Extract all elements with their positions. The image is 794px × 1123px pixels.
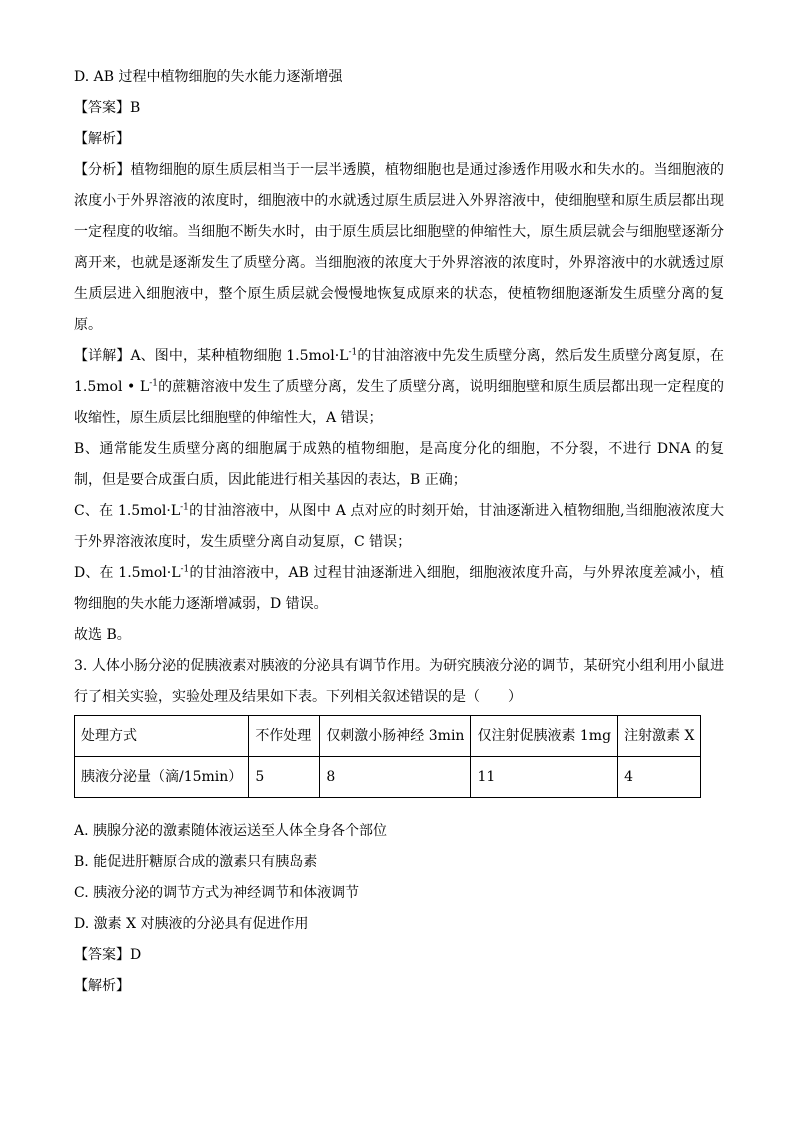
superscript: -1 bbox=[348, 347, 358, 358]
xiangjie-a-part3: 的蔗糖溶液中发生了质壁分离，发生了质壁分离，说明细胞壁和原生质层都出现一定程度的收缩性，原生质层比细胞壁的伸缩性大，A 错误； bbox=[74, 379, 724, 426]
table-cell: 5 bbox=[249, 757, 320, 798]
q3-option-d: D. 激素 X 对胰液的分泌具有促进作用 bbox=[74, 916, 309, 932]
document-page bbox=[74, 62, 724, 1002]
xiangjie-d-part1: D、在 1.5mol·L bbox=[74, 565, 181, 581]
q3-answer bbox=[74, 940, 724, 971]
q3-option-a: A. 胰腺分泌的激素随体液运送至人体全身各个部位 bbox=[74, 823, 388, 839]
fenxi-label: 【分析】 bbox=[74, 162, 131, 178]
xiangjie-label: 【详解】 bbox=[74, 348, 131, 364]
q3-analysis-label: 【解析】 bbox=[74, 978, 130, 994]
table-header-row bbox=[75, 716, 701, 757]
option-d-previous: D. AB 过程中植物细胞的失水能力逐渐增强 bbox=[74, 69, 343, 85]
table-cell: 不作处理 bbox=[249, 716, 320, 757]
q2-fenxi-paragraph bbox=[74, 155, 724, 341]
table-cell: 仅刺激小肠神经 3min bbox=[320, 716, 471, 757]
xiangjie-d-part2: 的甘油溶液中，AB 过程甘油逐渐进入细胞，细胞液浓度升高，与外界浓度差减小，植物细胞的失水能力逐渐增减弱，D 错误。 bbox=[74, 565, 724, 612]
xiangjie-a-part1: A、图中，某种植物细胞 1.5mol·L bbox=[130, 348, 349, 364]
table-cell: 注射激素 X bbox=[618, 716, 701, 757]
q2-xiangjie-a-paragraph bbox=[74, 341, 724, 434]
xiangjie-a-part2: 的甘油溶液中先发生质壁分离，然后发生质壁分离复原，在 1.5mol • L bbox=[74, 348, 725, 395]
experiment-table bbox=[74, 715, 701, 798]
q2-analysis-label: 【解析】 bbox=[74, 131, 130, 147]
table-cell: 仅注射促胰液素 1mg bbox=[471, 716, 618, 757]
fenxi-text: 植物细胞的原生质层相当于一层半透膜，植物细胞也是通过渗透作用吸水和失水的。当细胞液的浓度小于外界溶液的浓度时，细胞液中的水就透过原生质层进入外界溶液中，使细胞壁和原生质层都出现一定程度的收缩。当细胞不断失水时，由于原生质层比细胞壁的伸缩性大，原生质层就会与细胞壁逐渐分离开来，也就是逐渐发生了质壁分离。当细胞液的浓度大于外界溶液的浓度时，外界溶液中的水就透过原生质层进入细胞液中，整个原生质层就会慢慢地恢复成原来的状态，使植物细胞逐渐发生质壁分离的复原。 bbox=[74, 162, 725, 333]
xiangjie-c-part2: 的甘油溶液中，从图中 A 点对应的时刻开始，甘油逐渐进入植物细胞,当细胞液浓度大于外界溶液浓度时，发生质壁分离自动复原，C 错误； bbox=[74, 503, 724, 550]
superscript: -1 bbox=[180, 564, 190, 575]
answer-label: 【答案】 bbox=[74, 100, 130, 116]
q3-option-c: C. 胰液分泌的调节方式为神经调节和体液调节 bbox=[74, 885, 360, 901]
q2-xiangjie-d-paragraph bbox=[74, 558, 724, 620]
q2-conclusion: 故选 B。 bbox=[74, 627, 131, 643]
table-cell: 8 bbox=[320, 757, 471, 798]
q3-stem: 3. 人体小肠分泌的促胰液素对胰液的分泌具有调节作用。为研究胰液分泌的调节，某研究小组利用小鼠进行了相关实验，实验处理及结果如下表。下列相关叙述错误的是（ ） bbox=[74, 658, 724, 705]
xiangjie-c-part1: C、在 1.5mol·L bbox=[74, 503, 181, 519]
superscript: -1 bbox=[149, 378, 158, 389]
q2-answer bbox=[74, 93, 724, 124]
table-cell: 处理方式 bbox=[75, 716, 249, 757]
q3-option-b: B. 能促进肝糖原合成的激素只有胰岛素 bbox=[74, 854, 318, 870]
q2-xiangjie-c-paragraph bbox=[74, 496, 724, 558]
table-cell: 4 bbox=[618, 757, 701, 798]
answer-value: B bbox=[130, 100, 141, 116]
q2-xiangjie-b-paragraph: B、通常能发生质壁分离的细胞属于成熟的植物细胞，是高度分化的细胞，不分裂，不进行 DNA 的复制，但是要合成蛋白质，因此能进行相关基因的表达，B 正确； bbox=[74, 441, 724, 488]
table-cell: 胰液分泌量（滴/15min） bbox=[75, 757, 249, 798]
answer-value: D bbox=[130, 947, 142, 963]
table-cell: 11 bbox=[471, 757, 618, 798]
answer-label: 【答案】 bbox=[74, 947, 130, 963]
superscript: -1 bbox=[180, 502, 189, 513]
table-row bbox=[75, 757, 701, 798]
